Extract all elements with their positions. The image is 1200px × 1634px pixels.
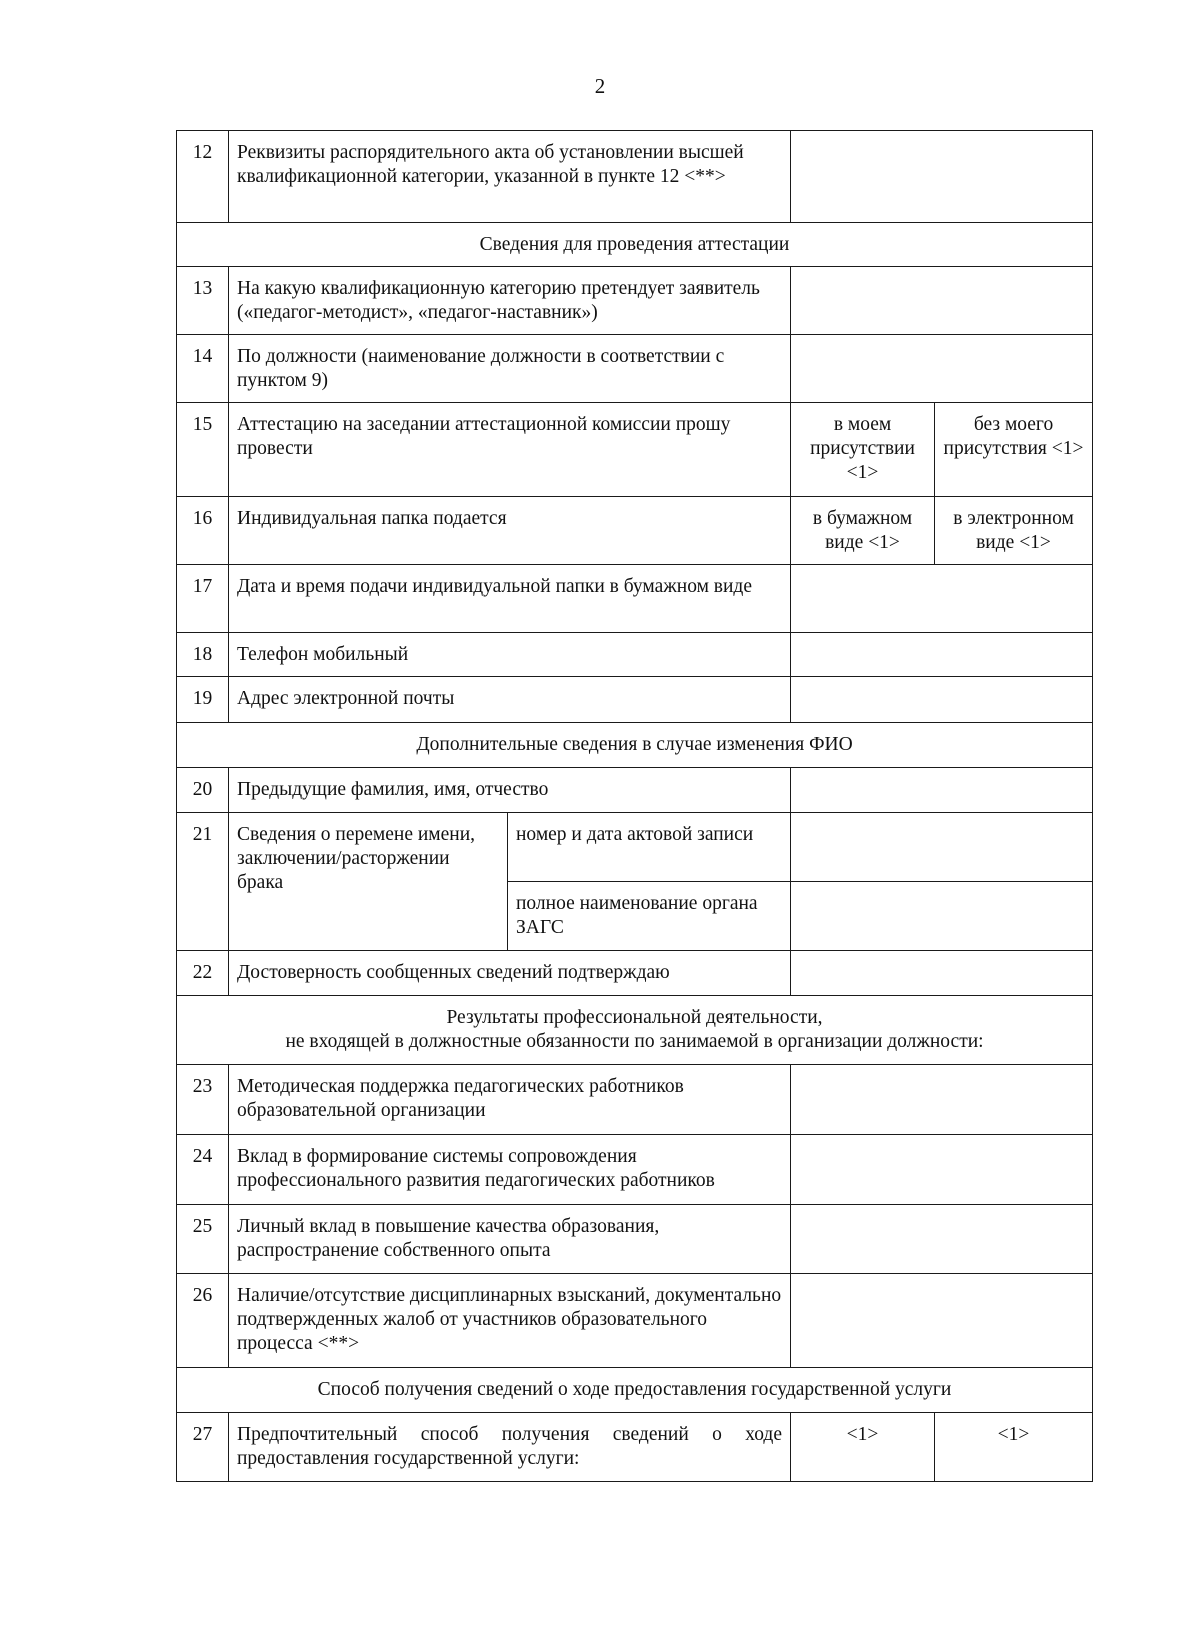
row-label: Предыдущие фамилия, имя, отчество (229, 768, 791, 813)
form-row-24 (177, 1135, 1093, 1205)
application-form-table (176, 130, 1093, 1482)
answer-field[interactable] (791, 565, 1093, 633)
form-row-21 (177, 813, 1093, 882)
row-number: 23 (177, 1065, 229, 1135)
row-label: Аттестацию на заседании аттестационной комиссии прошу провести (229, 403, 791, 497)
section-title: Способ получения сведений о ходе предоставления государственной услуги (177, 1368, 1093, 1413)
form-row-16 (177, 497, 1093, 565)
answer-field[interactable] (791, 335, 1093, 403)
option-electronic-form[interactable]: в электронном виде <1> (935, 497, 1093, 565)
form-row-27 (177, 1413, 1093, 1482)
row-number: 20 (177, 768, 229, 813)
sub-label-zags-name: полное наименование органа ЗАГС (508, 882, 791, 951)
option-without-presence[interactable]: без моего присутствия <1> (935, 403, 1093, 497)
form-row-22 (177, 951, 1093, 996)
section-title: Дополнительные сведения в случае изменения ФИО (177, 723, 1093, 768)
answer-field[interactable] (791, 951, 1093, 996)
row-number: 19 (177, 677, 229, 723)
answer-field[interactable] (791, 1274, 1093, 1368)
section-header-method (177, 1368, 1093, 1413)
section-header-fio (177, 723, 1093, 768)
row-number: 18 (177, 633, 229, 677)
phone-field[interactable] (791, 633, 1093, 677)
row-number: 12 (177, 131, 229, 223)
form-row-12 (177, 131, 1093, 223)
form-row-19 (177, 677, 1093, 723)
answer-field[interactable] (791, 131, 1093, 223)
row-number: 16 (177, 497, 229, 565)
form-row-15 (177, 403, 1093, 497)
answer-field[interactable] (791, 768, 1093, 813)
row-label: Реквизиты распорядительного акта об установлении высшей квалификационной категории, указанной в пункте 12 <**> (229, 131, 791, 223)
option-in-presence[interactable]: в моем присутствии <1> (791, 403, 935, 497)
form-row-26 (177, 1274, 1093, 1368)
answer-field[interactable] (791, 1135, 1093, 1205)
row-label: Телефон мобильный (229, 633, 791, 677)
answer-field[interactable] (791, 882, 1093, 951)
answer-field[interactable] (791, 1065, 1093, 1135)
section-title: Сведения для проведения аттестации (177, 223, 1093, 267)
row-label: Достоверность сообщенных сведений подтверждаю (229, 951, 791, 996)
form-row-20 (177, 768, 1093, 813)
row-number: 24 (177, 1135, 229, 1205)
form-row-23 (177, 1065, 1093, 1135)
email-field[interactable] (791, 677, 1093, 723)
section-title-line-2: не входящей в должностные обязанности по занимаемой в организации должности: (285, 1031, 984, 1052)
form-row-17 (177, 565, 1093, 633)
section-title-line-1: Результаты профессиональной деятельности, (446, 1007, 823, 1028)
row-label: Методическая поддержка педагогических работников образовательной организации (229, 1065, 791, 1135)
section-header-attestation (177, 223, 1093, 267)
sub-label-record-number: номер и дата актовой записи (508, 813, 791, 882)
option-paper-form[interactable]: в бумажном виде <1> (791, 497, 935, 565)
row-label: Дата и время подачи индивидуальной папки в бумажном виде (229, 565, 791, 633)
row-label: По должности (наименование должности в соответствии с пунктом 9) (229, 335, 791, 403)
row-label: Личный вклад в повышение качества образования, распространение собственного опыта (229, 1205, 791, 1274)
row-number: 15 (177, 403, 229, 497)
option-method-2[interactable]: <1> (935, 1413, 1093, 1482)
row-number: 26 (177, 1274, 229, 1368)
row-label: Вклад в формирование системы сопровождения профессионального развития педагогических работников (229, 1135, 791, 1205)
row-number: 21 (177, 813, 229, 951)
section-header-results (177, 996, 1093, 1065)
row-number: 27 (177, 1413, 229, 1482)
row-number: 22 (177, 951, 229, 996)
row-label: Адрес электронной почты (229, 677, 791, 723)
row-label: Сведения о перемене имени, заключении/расторжении брака (229, 813, 508, 951)
page-number: 2 (594, 74, 606, 98)
section-title (177, 996, 1093, 1065)
answer-field[interactable] (791, 267, 1093, 335)
answer-field[interactable] (791, 813, 1093, 882)
row-label: Предпочтительный способ получения сведений о ходе предоставления государственной услуги: (229, 1413, 791, 1482)
row-label: Наличие/отсутствие дисциплинарных взысканий, документально подтвержденных жалоб от участников образовательного процесса <**> (229, 1274, 791, 1368)
option-method-1[interactable]: <1> (791, 1413, 935, 1482)
row-number: 14 (177, 335, 229, 403)
row-label: На какую квалификационную категорию претендует заявитель («педагог-методист», «педагог-наставник») (229, 267, 791, 335)
row-number: 17 (177, 565, 229, 633)
row-number: 13 (177, 267, 229, 335)
row-number: 25 (177, 1205, 229, 1274)
row-label: Индивидуальная папка подается (229, 497, 791, 565)
form-row-14 (177, 335, 1093, 403)
answer-field[interactable] (791, 1205, 1093, 1274)
form-row-13 (177, 267, 1093, 335)
form-row-25 (177, 1205, 1093, 1274)
form-row-18 (177, 633, 1093, 677)
